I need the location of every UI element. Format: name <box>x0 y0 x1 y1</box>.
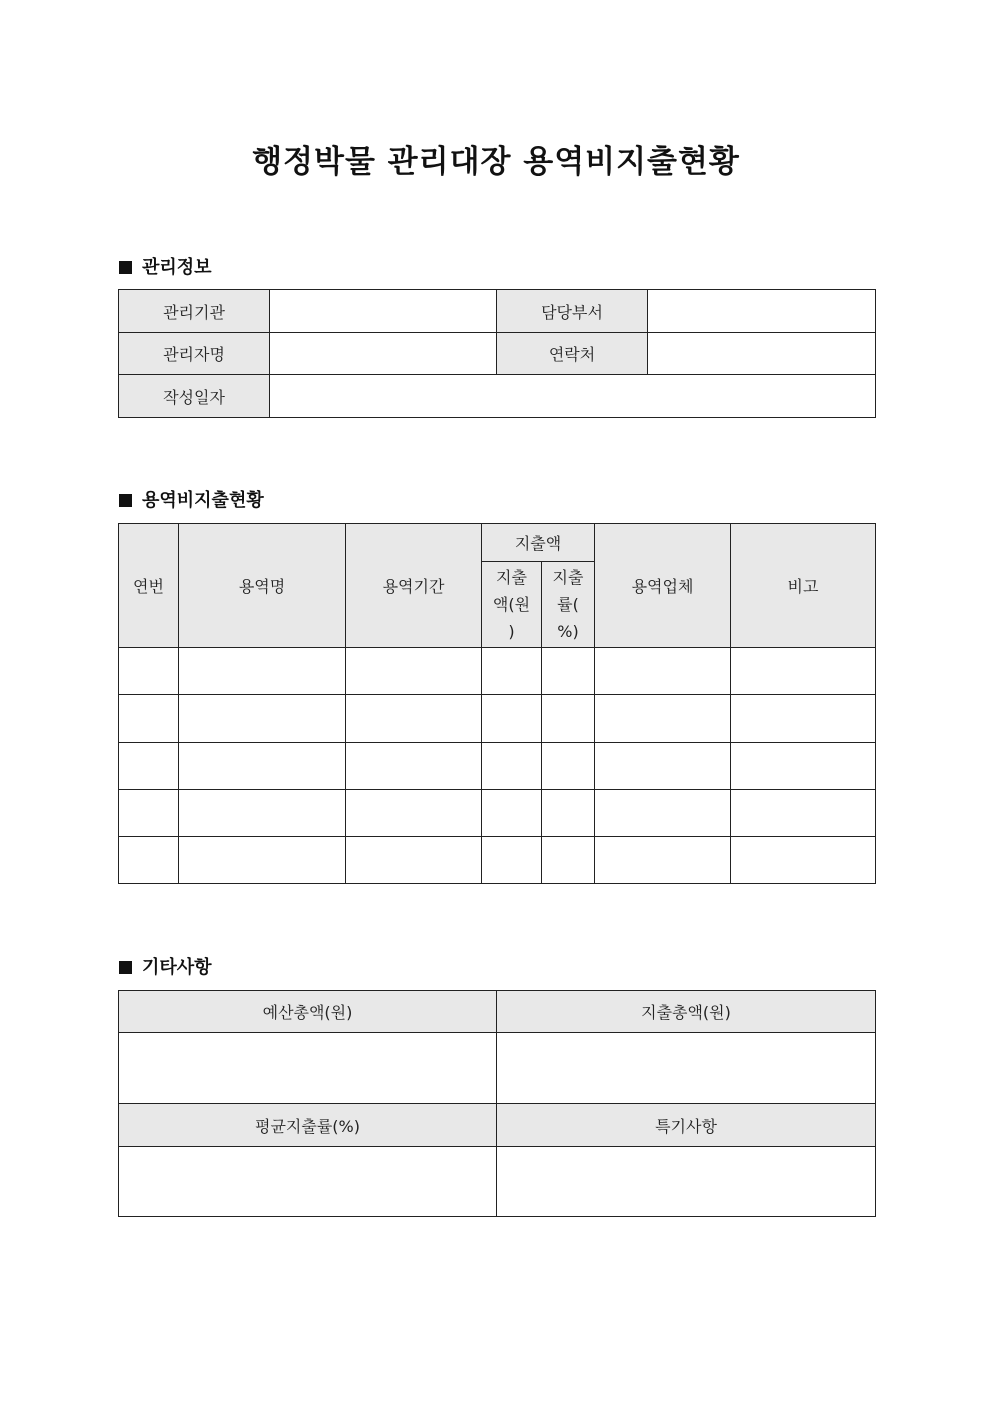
col-header-vendor: 용역업체 <box>595 524 731 648</box>
table-cell[interactable] <box>179 837 346 884</box>
section-heading-other <box>119 953 212 979</box>
col-header-amount <box>482 562 542 648</box>
col-header-amount-line1: 지출 <box>496 568 527 587</box>
table-cell[interactable] <box>542 648 595 695</box>
table-row <box>119 743 876 790</box>
table-row <box>119 695 876 743</box>
section-heading-info-label: 관리정보 <box>142 257 212 278</box>
table-cell[interactable] <box>542 695 595 743</box>
dept-field[interactable] <box>648 290 876 333</box>
table-row <box>119 790 876 837</box>
table-cell[interactable] <box>542 790 595 837</box>
date-label: 작성일자 <box>119 375 270 418</box>
table-row <box>119 837 876 884</box>
table-cell[interactable] <box>119 695 179 743</box>
col-header-rate-line2: 률( <box>557 595 579 614</box>
table-cell[interactable] <box>179 743 346 790</box>
table-cell[interactable] <box>346 648 482 695</box>
col-header-no: 연번 <box>119 524 179 648</box>
table-cell[interactable] <box>595 790 731 837</box>
col-header-rate <box>542 562 595 648</box>
col-header-note: 비고 <box>731 524 876 648</box>
org-label: 관리기관 <box>119 290 270 333</box>
table-cell[interactable] <box>542 837 595 884</box>
remarks-field[interactable] <box>497 1147 876 1217</box>
expense-table <box>118 523 876 884</box>
section-heading-other-label: 기타사항 <box>142 957 212 978</box>
col-header-spend-group: 지출액 <box>482 524 595 562</box>
date-field[interactable] <box>270 375 876 418</box>
page-title: 행정박물 관리대장 용역비지출현황 <box>252 144 740 180</box>
table-cell[interactable] <box>482 790 542 837</box>
col-header-period: 용역기간 <box>346 524 482 648</box>
table-cell[interactable] <box>595 648 731 695</box>
budget-label: 예산총액(원) <box>119 991 497 1033</box>
square-bullet-icon <box>119 494 132 507</box>
section-heading-expense <box>119 486 264 512</box>
table-cell[interactable] <box>731 648 876 695</box>
table-cell[interactable] <box>346 837 482 884</box>
table-cell[interactable] <box>731 790 876 837</box>
col-header-rate-line3: %) <box>557 622 579 641</box>
square-bullet-icon <box>119 261 132 274</box>
org-field[interactable] <box>270 290 497 333</box>
other-table <box>118 990 876 1217</box>
contact-field[interactable] <box>648 333 876 375</box>
table-cell[interactable] <box>731 695 876 743</box>
table-cell[interactable] <box>179 648 346 695</box>
table-cell[interactable] <box>179 790 346 837</box>
col-header-amount-line3: ) <box>508 622 515 641</box>
table-cell[interactable] <box>179 695 346 743</box>
col-header-amount-line2: 액(원 <box>492 595 531 614</box>
dept-label: 담당부서 <box>497 290 648 333</box>
table-cell[interactable] <box>482 648 542 695</box>
table-cell[interactable] <box>119 743 179 790</box>
remarks-label: 특기사항 <box>497 1104 876 1147</box>
table-cell[interactable] <box>346 743 482 790</box>
table-cell[interactable] <box>119 837 179 884</box>
table-cell[interactable] <box>346 790 482 837</box>
budget-field[interactable] <box>119 1033 497 1104</box>
table-cell[interactable] <box>595 837 731 884</box>
manager-label: 관리자명 <box>119 333 270 375</box>
section-heading-expense-label: 용역비지출현황 <box>142 490 264 511</box>
table-cell[interactable] <box>731 743 876 790</box>
table-row <box>119 648 876 695</box>
info-table <box>118 289 876 418</box>
table-cell[interactable] <box>119 790 179 837</box>
square-bullet-icon <box>119 961 132 974</box>
table-cell[interactable] <box>482 695 542 743</box>
spent-field[interactable] <box>497 1033 876 1104</box>
table-cell[interactable] <box>731 837 876 884</box>
table-cell[interactable] <box>595 743 731 790</box>
table-cell[interactable] <box>595 695 731 743</box>
col-header-name: 용역명 <box>179 524 346 648</box>
avg-rate-field[interactable] <box>119 1147 497 1217</box>
section-heading-info <box>119 253 212 279</box>
avg-rate-label: 평균지출률(%) <box>119 1104 497 1147</box>
col-header-rate-line1: 지출 <box>552 568 584 587</box>
spent-label: 지출총액(원) <box>497 991 876 1033</box>
table-cell[interactable] <box>119 648 179 695</box>
table-cell[interactable] <box>482 743 542 790</box>
table-cell[interactable] <box>482 837 542 884</box>
table-cell[interactable] <box>346 695 482 743</box>
contact-label: 연락처 <box>497 333 648 375</box>
manager-field[interactable] <box>270 333 497 375</box>
table-cell[interactable] <box>542 743 595 790</box>
